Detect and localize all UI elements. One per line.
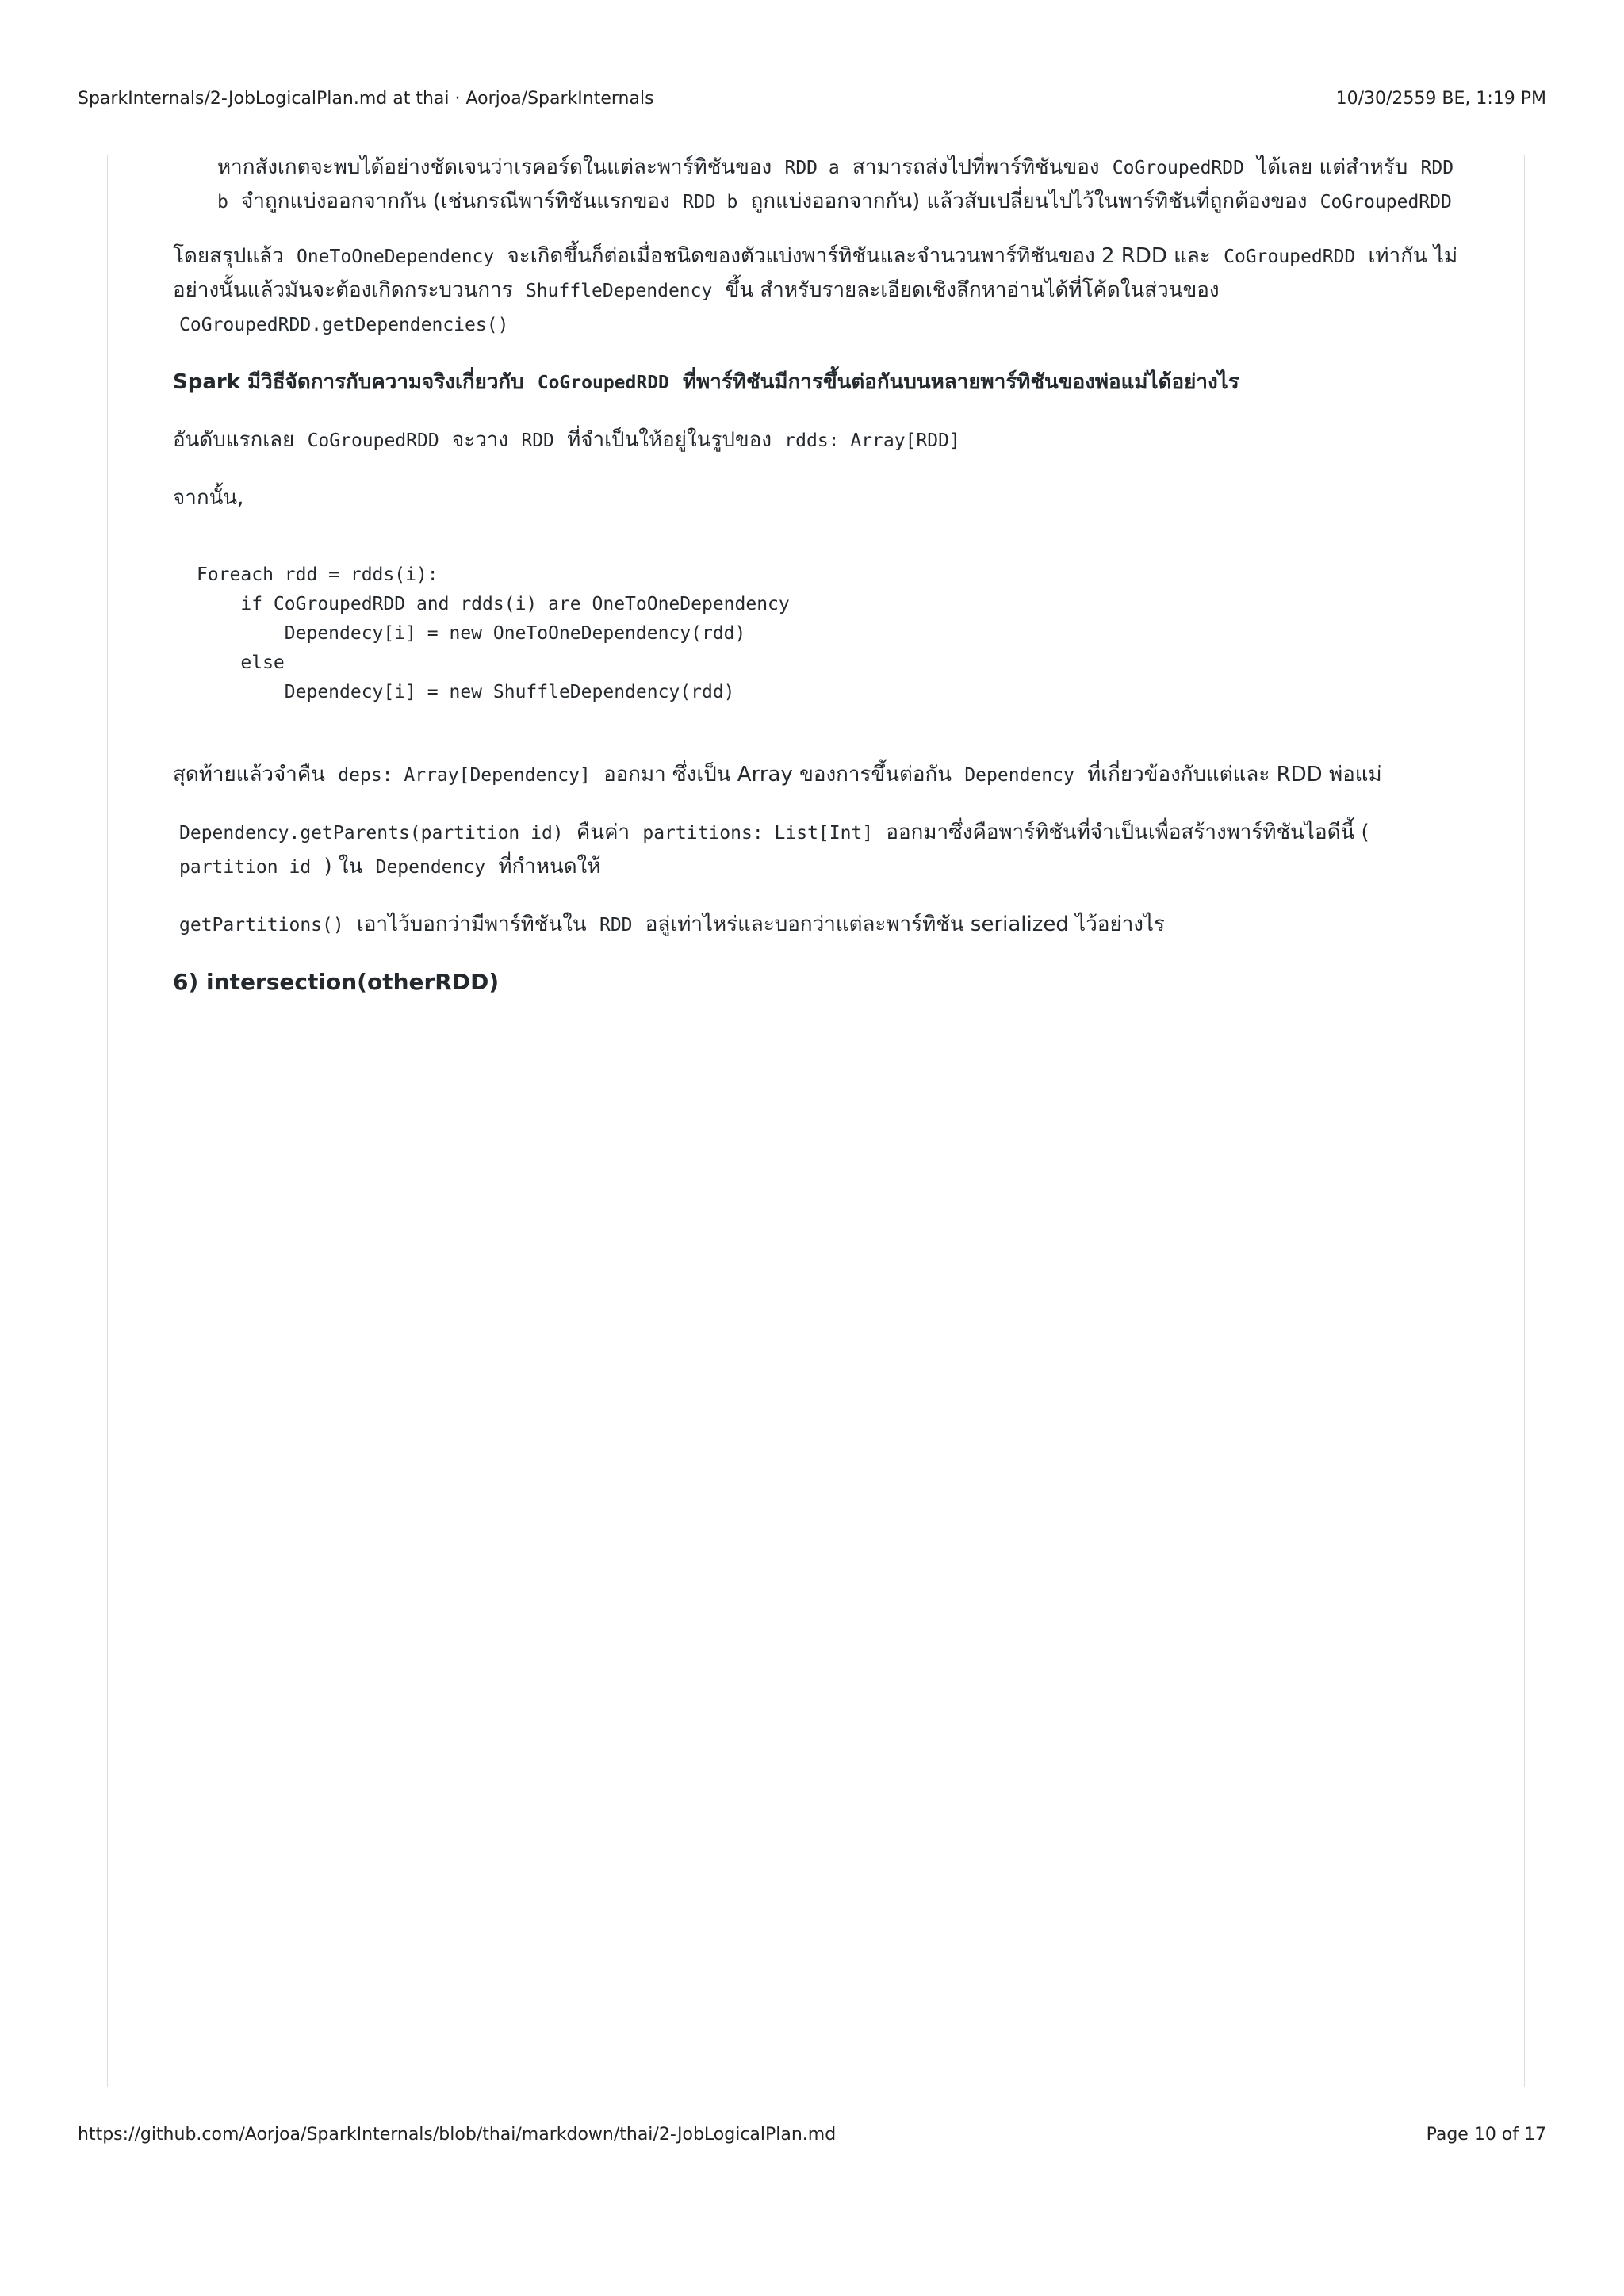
print-header [78, 89, 1546, 113]
inline-code: partition id [179, 857, 312, 878]
inline-code: CoGroupedRDD [1224, 247, 1356, 267]
text: จะวาง [452, 428, 509, 452]
text: อลู่เท่าไหร่และบอกว่าแต่ละพาร์ทิชัน serialized ไว้อย่างไร [645, 913, 1166, 936]
inline-code: rdds: Array[RDD] [784, 430, 960, 451]
text: ออกมา ซึ่งเป็น Array ของการขึ้นต่อกัน [603, 763, 952, 786]
inline-code: CoGroupedRDD [537, 373, 669, 393]
print-url: https://github.com/Aorjoa/SparkInternals/blob/thai/markdown/thai/2-JobLogicalPlan.md [78, 2125, 837, 2145]
paragraph-getparents [173, 816, 1465, 884]
inline-code: partitions: List[Int] [642, 823, 874, 844]
print-page-number: Page 10 of 17 [1426, 2125, 1546, 2145]
blockquote-observation [173, 151, 1465, 219]
print-page-title: SparkInternals/2-JobLogicalPlan.md at thai · Aorjoa/SparkInternals [78, 89, 654, 109]
text: ที่พาร์ทิชันมีการขึ้นต่อกันบนหลายพาร์ทิชันของพ่อแม่ได้อย่างไร [682, 370, 1239, 394]
inline-code: ShuffleDependency [525, 281, 713, 301]
inline-code: deps: Array[Dependency] [338, 765, 591, 786]
paragraph-summary [173, 239, 1465, 342]
inline-code: RDD b [683, 192, 738, 212]
inline-code: RDD b [217, 158, 1454, 212]
bold-question [173, 365, 1465, 400]
inline-code: RDD [521, 430, 554, 451]
print-datetime: 10/30/2559 BE, 1:19 PM [1335, 89, 1546, 109]
article-body [173, 151, 1465, 999]
paragraph-getpartitions [173, 908, 1465, 942]
inline-code: Dependency [964, 765, 1074, 786]
text: โดยสรุปแล้ว [173, 244, 284, 268]
text: ) ใน [324, 855, 363, 878]
section-heading-intersection: 6) intersection(otherRDD) [173, 969, 500, 995]
text: สุดท้ายแล้วจำคืน [173, 763, 326, 786]
text: จะเกิดขึ้นก็ต่อเมื่อชนิดของตัวแบ่งพาร์ทิชันและจำนวนพาร์ทิชันของ 2 RDD และ [507, 244, 1211, 268]
inline-code: RDD a [784, 158, 840, 178]
code-block: Foreach rdd = rdds(i): if CoGroupedRDD and rdds(i) are OneToOneDependency Dependecy[i] = new OneToOneDependency(rdd) else Dependecy[i] = new ShuffleDependency(rdd) [197, 564, 790, 702]
text: เท่ากัน ไม่อย่างนั้นแล้วมันจะต้องเกิดกระบวนการ [173, 244, 1458, 302]
paragraph-then: จากนั้น, [173, 486, 244, 510]
inline-code: Dependency.getParents(partition id) [179, 823, 564, 844]
inline-code: Dependency [375, 857, 486, 878]
text: เอาไว้บอกว่ามีพาร์ทิชันใน [356, 913, 587, 936]
text: จำถูกแบ่งออกจากกัน (เช่นกรณีพาร์ทิชันแรกของ [241, 189, 670, 213]
text: หากสังเกตจะพบได้อย่างชัดเจนว่าเรคอร์ดในแต่ละพาร์ทิชันของ [217, 155, 772, 179]
text: สามารถส่งไปที่พาร์ทิชันของ [852, 155, 1100, 179]
text: ที่จำเป็นให้อยู่ในรูปของ [567, 428, 772, 452]
paragraph-finally [173, 758, 1465, 792]
text: ขึ้น สำหรับรายละเอียดเชิงลึกหาอ่านได้ที่โค้ดในส่วนของ [725, 278, 1220, 302]
inline-code: CoGroupedRDD [1320, 192, 1452, 212]
text: ได้เลย แต่สำหรับ [1257, 155, 1408, 179]
print-footer [78, 2125, 1546, 2149]
text: อันดับแรกเลย [173, 428, 295, 452]
text: Spark มีวิธีจัดการกับความจริงเกี่ยวกับ [173, 370, 524, 394]
text: คืนค่า [576, 821, 630, 844]
inline-code: RDD [599, 915, 633, 936]
inline-code: CoGroupedRDD [307, 430, 439, 451]
text: ที่เกี่ยวข้องกับแต่และ RDD พ่อแม่ [1087, 763, 1382, 786]
inline-code: getPartitions() [179, 915, 344, 936]
inline-code: OneToOneDependency [296, 247, 495, 267]
inline-code: CoGroupedRDD.getDependencies() [179, 315, 509, 335]
text: ออกมาซึ่งคือพาร์ทิชันที่จำเป็นเพื่อสร้างพาร์ทิชันไอดีนี้ ( [886, 821, 1369, 844]
paragraph-first [173, 423, 1465, 457]
inline-code: CoGroupedRDD [1112, 158, 1244, 178]
text: ถูกแบ่งออกจากกัน) แล้วสับเปลี่ยนไปไว้ในพาร์ทิชันที่ถูกต้องของ [750, 189, 1308, 213]
text: ที่กำหนดให้ [498, 855, 601, 878]
